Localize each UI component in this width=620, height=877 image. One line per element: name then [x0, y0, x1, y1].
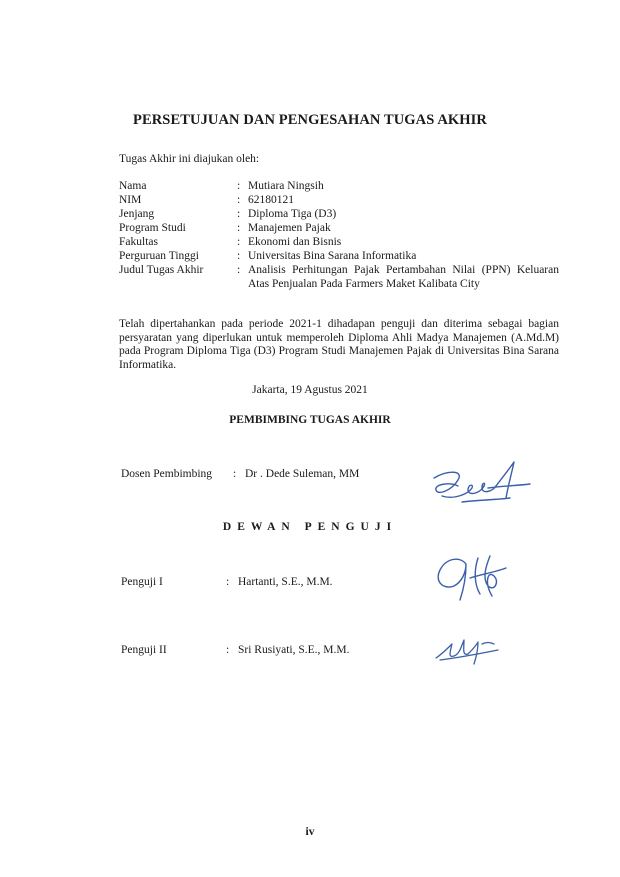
supervisor-name: Dr . Dede Suleman, MM	[245, 468, 360, 480]
info-value: Ekonomi dan Bisnis	[248, 236, 342, 248]
examiner-name: Hartanti, S.E., M.M.	[238, 576, 333, 588]
info-row-program	[119, 221, 559, 235]
info-colon: :	[237, 208, 241, 220]
approval-paragraph: Telah dipertahankan pada periode 2021-1 dihadapan penguji dan diterima sebagai bagian persyaratan yang diperlukan untuk memperoleh Diploma Ahli Madya Manajemen (A.Md.M) pada Program Diploma Tiga (D3) Program Studi Manajemen Pajak di Universitas Bina Sarana Informatika.	[119, 318, 559, 371]
examiner-colon: :	[226, 576, 230, 588]
examiner-2-signature	[432, 632, 504, 666]
examiner-label: Penguji I	[121, 576, 163, 588]
examiner-1-signature	[430, 552, 514, 606]
examiner-row-1	[121, 576, 333, 588]
info-label: Judul Tugas Akhir	[119, 264, 204, 276]
info-label: Fakultas	[119, 236, 158, 248]
info-value: Universitas Bina Sarana Informatika	[248, 250, 417, 262]
document-title: PERSETUJUAN DAN PENGESAHAN TUGAS AKHIR	[132, 112, 487, 128]
info-row-name	[119, 179, 559, 193]
info-label: Perguruan Tinggi	[119, 250, 199, 262]
supervisor-row	[121, 468, 359, 480]
info-colon: :	[237, 194, 241, 206]
supervisor-label: Dosen Pembimbing	[121, 468, 213, 480]
info-row-nim	[119, 193, 559, 207]
examiner-label: Penguji II	[121, 644, 167, 656]
info-row-faculty	[119, 235, 559, 249]
info-colon: :	[237, 180, 241, 192]
supervisor-heading: PEMBIMBING TUGAS AKHIR	[229, 414, 391, 426]
info-row-level	[119, 207, 559, 221]
info-colon: :	[237, 264, 241, 276]
info-colon: :	[237, 236, 241, 248]
supervisor-colon: :	[233, 468, 237, 480]
supervisor-signature	[428, 456, 536, 508]
examiner-name: Sri Rusiyati, S.E., M.M.	[238, 644, 350, 656]
info-colon: :	[237, 222, 241, 234]
info-label: Jenjang	[119, 208, 155, 220]
examiner-row-2	[121, 644, 350, 656]
student-info-table	[119, 179, 559, 291]
intro-text: Tugas Akhir ini diajukan oleh:	[119, 153, 260, 165]
info-row-thesis-title	[119, 263, 559, 291]
examiners-heading: DEWAN PENGUJI	[222, 521, 398, 533]
page-number: iv	[305, 826, 315, 838]
info-value: 62180121	[248, 194, 294, 206]
place-date: Jakarta, 19 Agustus 2021	[252, 384, 368, 396]
info-value: Analisis Perhitungan Pajak Pertambahan Nilai (PPN) Keluaran Atas Penjualan Pada Farmers Maket Kalibata City	[248, 264, 559, 290]
info-colon: :	[237, 250, 241, 262]
info-label: NIM	[119, 194, 142, 206]
info-value: Diploma Tiga (D3)	[248, 208, 337, 220]
info-row-university	[119, 249, 559, 263]
info-label: Program Studi	[119, 222, 186, 234]
info-label: Nama	[119, 180, 147, 192]
examiner-colon: :	[226, 644, 230, 656]
info-value: Mutiara Ningsih	[248, 180, 324, 192]
info-value: Manajemen Pajak	[248, 222, 331, 234]
